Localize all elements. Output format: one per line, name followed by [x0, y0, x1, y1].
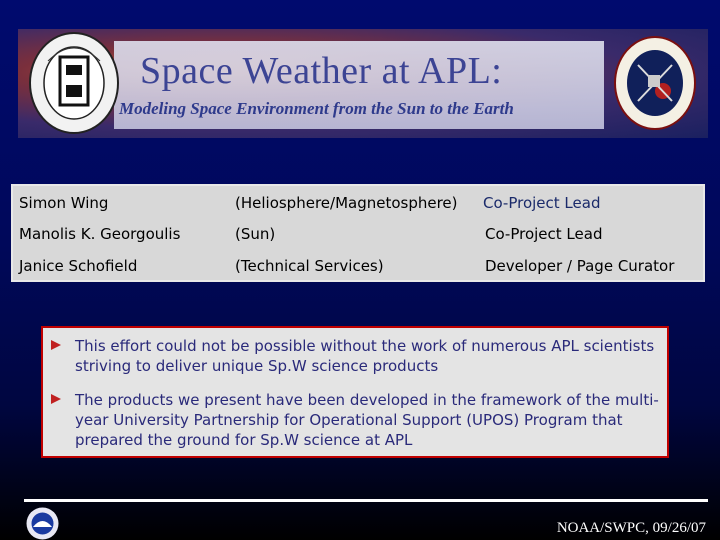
team-row: [13, 225, 703, 245]
team-member-role: Co-Project Lead: [485, 225, 603, 243]
upos-text: The products we present have been developed in the framework of the multi-year University Partnership for Operational Support (UPOS) Program that prepared the ground for Sp.W science at APL: [75, 391, 659, 449]
space-department-seal-icon: [614, 35, 696, 131]
banner-title: Space Weather at APL:: [140, 50, 503, 92]
arrow-bullet-icon: [51, 340, 61, 350]
team-member-role: Co-Project Lead: [483, 194, 601, 212]
team-member-area: (Heliosphere/Magnetosphere): [235, 194, 458, 212]
team-member-area: (Sun): [235, 225, 276, 243]
team-member-role: Developer / Page Curator: [485, 257, 675, 275]
jhu-seal-icon: [28, 31, 120, 135]
footer-divider: [24, 499, 708, 502]
header-banner: [18, 29, 708, 138]
arrow-bullet-icon: [51, 394, 61, 404]
acknowledgement-text: This effort could not be possible without the work of numerous APL scientists striving to deliver unique Sp.W science products: [75, 337, 655, 375]
noaa-logo-icon: [25, 507, 60, 540]
team-member-name: Janice Schofield: [19, 257, 138, 275]
team-member-area: (Technical Services): [235, 257, 384, 275]
team-row: [13, 194, 703, 214]
acknowledgement-box: [41, 326, 669, 458]
team-table: [11, 184, 705, 282]
team-member-name: Simon Wing: [19, 194, 109, 212]
banner-subtitle: Modeling Space Environment from the Sun to the Earth: [119, 99, 514, 118]
team-member-name: Manolis K. Georgoulis: [19, 225, 181, 243]
footer-credit: NOAA/SWPC, 09/26/07: [556, 520, 706, 536]
team-row: [13, 257, 703, 277]
